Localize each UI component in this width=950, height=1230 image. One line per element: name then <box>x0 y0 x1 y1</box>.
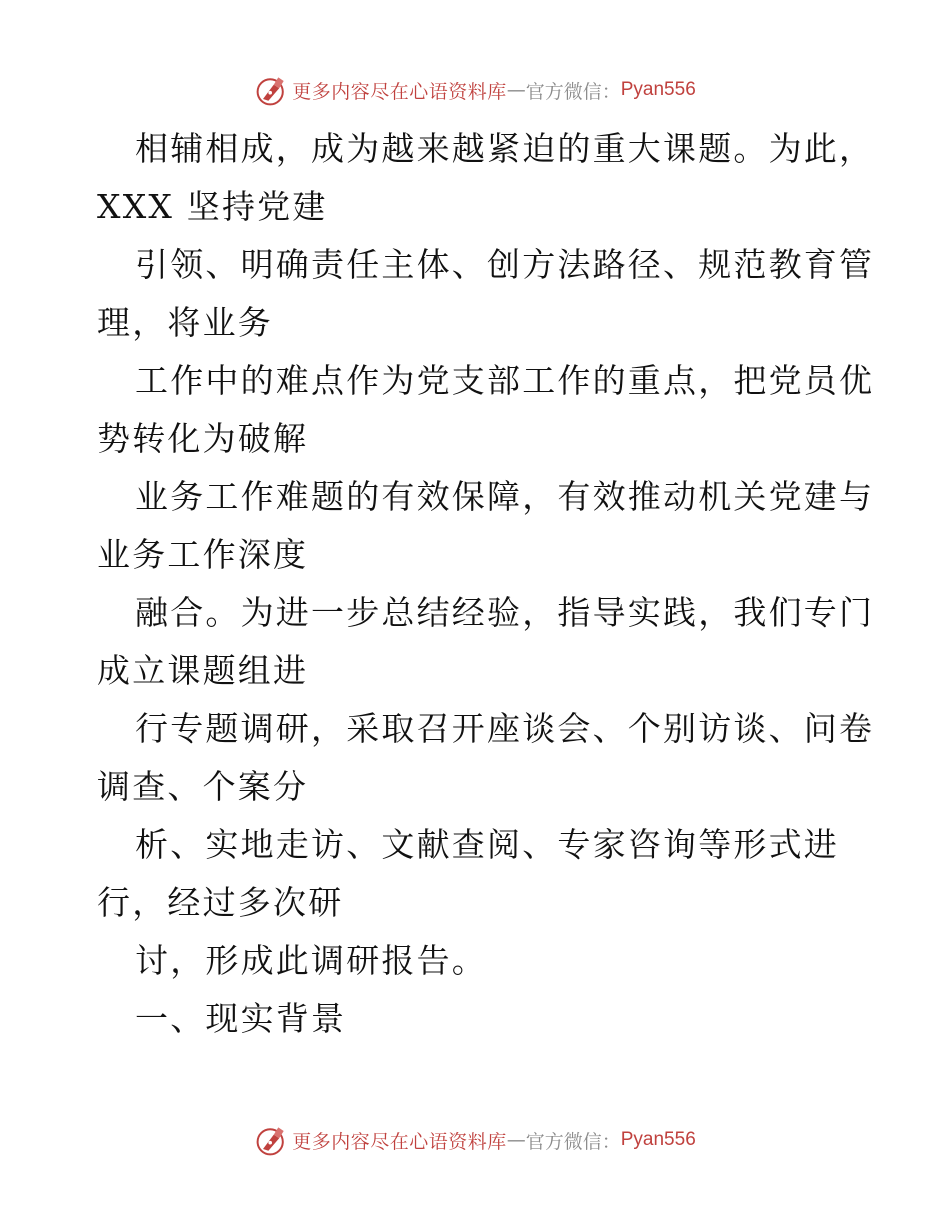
body-line: 调查、个案分 <box>97 767 309 806</box>
body-line: 势转化为破解 <box>97 419 309 458</box>
banner-site-text: 更多内容尽在心语资料库 <box>292 80 507 103</box>
footer-banner <box>0 1120 950 1160</box>
body-line: 成立课题组进 <box>97 651 309 690</box>
body-line: 引领、明确责任主体、创方法路径、规范教育管 <box>135 245 875 284</box>
document-body <box>97 120 875 1048</box>
banner-wechat-id: Pyan556 <box>620 1129 696 1150</box>
body-line: 理，将业务 <box>97 303 273 342</box>
banner-label: 官方微信： <box>525 80 621 103</box>
body-line: 工作中的难点作为党支部工作的重点，把党员优 <box>135 361 875 400</box>
banner-wechat-id: Pyan556 <box>620 79 696 100</box>
body-line: 行专题调研，采取召开座谈会、个别访谈、问卷 <box>135 709 875 748</box>
header-banner <box>0 70 950 110</box>
body-line: 业务工作深度 <box>97 535 309 574</box>
body-line: 析、实地走访、文献查阅、专家咨询等形式进 <box>135 825 839 864</box>
pen-nib-logo-icon <box>254 72 290 108</box>
body-line: 业务工作难题的有效保障，有效推动机关党建与 <box>135 477 875 516</box>
banner-separator: — <box>506 79 526 101</box>
banner-separator: — <box>506 1129 526 1151</box>
banner-label: 官方微信： <box>525 1130 621 1153</box>
pen-nib-logo-icon <box>254 1122 290 1158</box>
banner-site-text: 更多内容尽在心语资料库 <box>292 1130 507 1153</box>
body-line: XXX 坚持党建 <box>97 187 328 226</box>
body-line: 行，经过多次研 <box>97 883 344 922</box>
body-line: 讨，形成此调研报告。 <box>135 941 487 980</box>
body-line: 融合。为进一步总结经验，指导实践，我们专门 <box>135 593 875 632</box>
body-line: 相辅相成，成为越来越紧迫的重大课题。为此， <box>135 129 875 168</box>
section-heading: 一、现实背景 <box>135 999 347 1038</box>
